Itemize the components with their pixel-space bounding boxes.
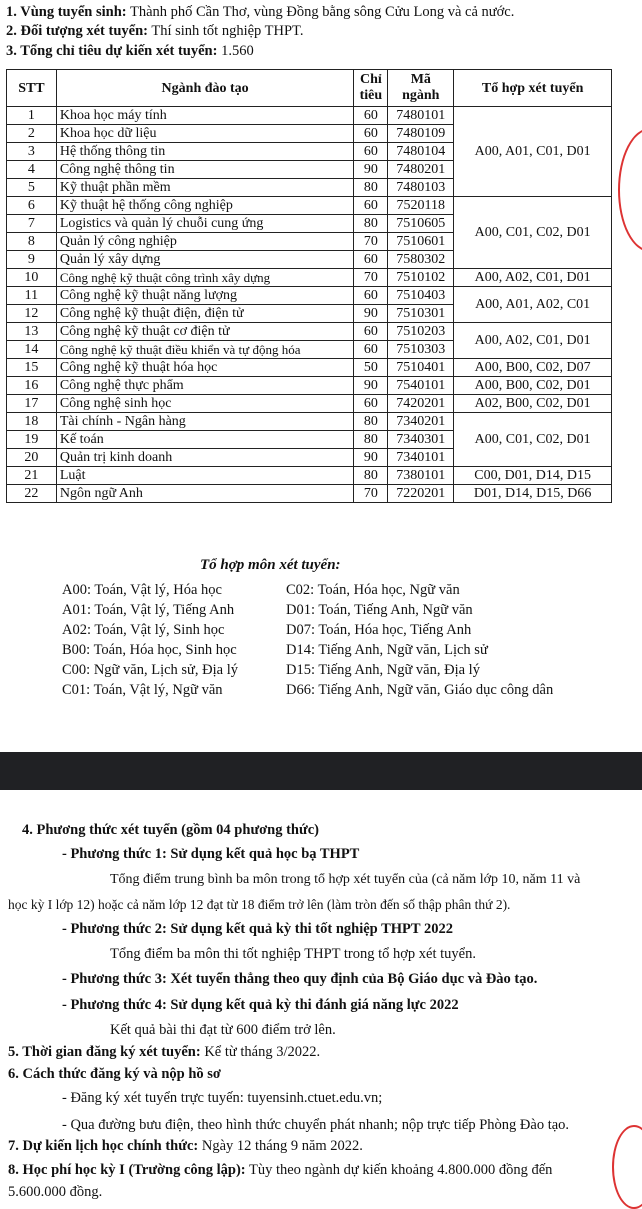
row-program-name: Kỹ thuật hệ thống công nghiệp (56, 197, 354, 215)
table-row (7, 107, 612, 125)
table-row (7, 323, 612, 341)
row-code: 7510605 (388, 215, 454, 233)
section-6-post: - Qua đường bưu điện, theo hình thức chuyển phát nhanh; nộp trực tiếp Phòng Đào tạo. (62, 1117, 570, 1133)
row-quota: 90 (354, 377, 388, 395)
row-combination: A00, A01, A02, C01 (454, 287, 612, 323)
row-stt: 21 (7, 467, 57, 485)
row-quota: 90 (354, 449, 388, 467)
row-stt: 15 (7, 359, 57, 377)
row-code: 7510601 (388, 233, 454, 251)
row-quota: 60 (354, 251, 388, 269)
row-stt: 13 (7, 323, 57, 341)
row-code: 7340101 (388, 449, 454, 467)
row-stt: 20 (7, 449, 57, 467)
row-combination: A00, B00, C02, D01 (454, 377, 612, 395)
row-program-name: Công nghệ kỹ thuật công trình xây dựng (56, 269, 354, 287)
quota-line (6, 43, 254, 60)
row-stt: 3 (7, 143, 57, 161)
legend-item: A02: Toán, Vật lý, Sinh học (62, 622, 225, 638)
row-code: 7380101 (388, 467, 454, 485)
row-stt: 16 (7, 377, 57, 395)
row-code: 7510303 (388, 341, 454, 359)
region-label: 1. Vùng tuyển sinh: (6, 4, 127, 20)
section-7-text: Ngày 12 tháng 9 năm 2022. (198, 1138, 363, 1154)
row-combination: C00, D01, D14, D15 (454, 467, 612, 485)
section-8-line-2: 5.600.000 đồng. (8, 1184, 103, 1200)
section-8-text: Tùy theo ngành dự kiến khoảng 4.800.000 đồng đến (245, 1162, 553, 1178)
section-7-label: 7. Dự kiến lịch học chính thức: (8, 1138, 199, 1154)
row-quota: 60 (354, 323, 388, 341)
legend-item: B00: Toán, Hóa học, Sinh học (62, 642, 237, 658)
row-code: 7480109 (388, 125, 454, 143)
table-row (7, 287, 612, 305)
row-program-name: Luật (56, 467, 354, 485)
legend-left-column (62, 580, 238, 700)
row-quota: 60 (354, 395, 388, 413)
row-code: 7480101 (388, 107, 454, 125)
row-combination: A00, C01, C02, D01 (454, 413, 612, 467)
row-quota: 60 (354, 143, 388, 161)
row-quota: 70 (354, 233, 388, 251)
legend-item: C00: Ngữ văn, Lịch sử, Địa lý (62, 662, 239, 678)
target-line (6, 23, 303, 40)
row-program-name: Công nghệ thực phẩm (56, 377, 354, 395)
row-code: 7220201 (388, 485, 454, 503)
row-program-name: Công nghệ kỹ thuật năng lượng (56, 287, 354, 305)
row-quota: 60 (354, 107, 388, 125)
row-stt: 9 (7, 251, 57, 269)
section-6-online: - Đăng ký xét tuyển trực tuyến: tuyensinh.ctuet.edu.vn; (62, 1090, 383, 1106)
row-stt: 2 (7, 125, 57, 143)
row-stt: 1 (7, 107, 57, 125)
legend-title: Tổ hợp môn xét tuyển: (200, 557, 341, 573)
row-quota: 60 (354, 287, 388, 305)
section-8-line (8, 1162, 552, 1179)
row-program-name: Khoa học máy tính (56, 107, 354, 125)
section-4-heading: 4. Phương thức xét tuyển (gồm 04 phương thức) (22, 822, 319, 838)
row-program-name: Công nghệ sinh học (56, 395, 354, 413)
header-code: Mã ngành (388, 70, 454, 107)
legend-item: D07: Toán, Hóa học, Tiếng Anh (286, 622, 472, 638)
row-stt: 8 (7, 233, 57, 251)
table-row (7, 377, 612, 395)
row-quota: 50 (354, 359, 388, 377)
legend-item: D14: Tiếng Anh, Ngữ văn, Lịch sử (286, 642, 488, 658)
row-program-name: Ngôn ngữ Anh (56, 485, 354, 503)
row-combination: A00, A02, C01, D01 (454, 323, 612, 359)
legend-item: D66: Tiếng Anh, Ngữ văn, Giáo dục công dân (286, 682, 554, 698)
row-program-name: Quản lý công nghiệp (56, 233, 354, 251)
section-8-label: 8. Học phí học kỳ I (Trường công lập): (8, 1162, 246, 1178)
row-program-name: Quản trị kinh doanh (56, 449, 354, 467)
target-label: 2. Đối tượng xét tuyển: (6, 23, 148, 39)
row-stt: 17 (7, 395, 57, 413)
table-row (7, 395, 612, 413)
row-stt: 22 (7, 485, 57, 503)
header-quota: Chỉ tiêu (354, 70, 388, 107)
header-program: Ngành đào tạo (56, 70, 354, 107)
row-program-name: Công nghệ kỹ thuật cơ điện tử (56, 323, 354, 341)
row-code: 7480103 (388, 179, 454, 197)
header-combination: Tổ hợp xét tuyển (454, 70, 612, 107)
table-row (7, 197, 612, 215)
row-quota: 80 (354, 179, 388, 197)
section-5-line (8, 1044, 320, 1061)
row-program-name: Logistics và quản lý chuỗi cung ứng (56, 215, 354, 233)
row-code: 7510203 (388, 323, 454, 341)
target-text: Thí sinh tốt nghiệp THPT. (147, 23, 304, 39)
region-text: Thành phố Cần Thơ, vùng Đồng bằng sông Cửu Long và cả nước. (126, 4, 515, 20)
row-program-name: Kế toán (56, 431, 354, 449)
row-program-name: Công nghệ kỹ thuật điện, điện tử (56, 305, 354, 323)
row-quota: 60 (354, 197, 388, 215)
method-1-heading: - Phương thức 1: Sử dụng kết quả học bạ THPT (62, 846, 360, 862)
table-row (7, 485, 612, 503)
red-seal-stamp (618, 128, 642, 252)
row-quota: 90 (354, 161, 388, 179)
region-line (6, 4, 514, 21)
row-stt: 11 (7, 287, 57, 305)
method-1-detail-1: Tổng điểm trung bình ba môn trong tổ hợp xét tuyển của (cả năm lớp 10, năm 11 và (110, 872, 581, 887)
row-quota: 80 (354, 431, 388, 449)
row-code: 7510401 (388, 359, 454, 377)
row-code: 7510403 (388, 287, 454, 305)
method-4-heading: - Phương thức 4: Sử dụng kết quả kỳ thi đánh giá năng lực 2022 (62, 997, 459, 1013)
programs-table (6, 69, 612, 503)
method-2-heading: - Phương thức 2: Sử dụng kết quả kỳ thi tốt nghiệp THPT 2022 (62, 921, 453, 937)
table-row (7, 413, 612, 431)
row-code: 7480201 (388, 161, 454, 179)
row-code: 7510102 (388, 269, 454, 287)
method-1-detail-2: học kỳ I lớp 12) hoặc cả năm lớp 12 đạt từ 18 điểm trở lên (làm tròn đến số thập phân thứ 2). (8, 897, 511, 912)
row-stt: 10 (7, 269, 57, 287)
legend-right-column (286, 580, 553, 700)
page-two (0, 790, 642, 1203)
row-combination: A00, C01, C02, D01 (454, 197, 612, 269)
row-quota: 80 (354, 413, 388, 431)
row-program-name: Kỹ thuật phần mềm (56, 179, 354, 197)
row-quota: 80 (354, 467, 388, 485)
legend-item: C01: Toán, Vật lý, Ngữ văn (62, 682, 223, 698)
table-row (7, 467, 612, 485)
row-quota: 60 (354, 125, 388, 143)
row-stt: 14 (7, 341, 57, 359)
row-code: 7340301 (388, 431, 454, 449)
row-combination: A00, A01, C01, D01 (454, 107, 612, 197)
row-code: 7510301 (388, 305, 454, 323)
row-program-name: Tài chính - Ngân hàng (56, 413, 354, 431)
row-code: 7540101 (388, 377, 454, 395)
row-combination: A02, B00, C02, D01 (454, 395, 612, 413)
row-stt: 7 (7, 215, 57, 233)
table-header-row (7, 70, 612, 107)
row-stt: 18 (7, 413, 57, 431)
row-stt: 6 (7, 197, 57, 215)
quota-label: 3. Tổng chỉ tiêu dự kiến xét tuyển: (6, 43, 218, 59)
row-quota: 60 (354, 341, 388, 359)
row-code: 7420201 (388, 395, 454, 413)
row-combination: A00, B00, C02, D07 (454, 359, 612, 377)
legend-item: D15: Tiếng Anh, Ngữ văn, Địa lý (286, 662, 480, 678)
row-code: 7580302 (388, 251, 454, 269)
section-5-label: 5. Thời gian đăng ký xét tuyển: (8, 1044, 201, 1060)
method-2-detail: Tổng điểm ba môn thi tốt nghiệp THPT trong tổ hợp xét tuyển. (110, 946, 476, 962)
row-program-name: Công nghệ kỹ thuật hóa học (56, 359, 354, 377)
row-code: 7480104 (388, 143, 454, 161)
quota-text: 1.560 (217, 43, 254, 59)
section-6-heading: 6. Cách thức đăng ký và nộp hồ sơ (8, 1066, 221, 1082)
page-divider (0, 752, 642, 790)
row-stt: 12 (7, 305, 57, 323)
row-stt: 4 (7, 161, 57, 179)
row-stt: 5 (7, 179, 57, 197)
row-combination: D01, D14, D15, D66 (454, 485, 612, 503)
table-row (7, 359, 612, 377)
row-program-name: Hệ thống thông tin (56, 143, 354, 161)
method-3-heading: - Phương thức 3: Xét tuyển thẳng theo quy định của Bộ Giáo dục và Đào tạo. (62, 971, 538, 987)
row-stt: 19 (7, 431, 57, 449)
table-body (7, 107, 612, 503)
header-stt: STT (7, 70, 57, 107)
row-code: 7520118 (388, 197, 454, 215)
legend-item: A01: Toán, Vật lý, Tiếng Anh (62, 602, 235, 618)
row-code: 7340201 (388, 413, 454, 431)
row-quota: 70 (354, 269, 388, 287)
legend-item: A00: Toán, Vật lý, Hóa học (62, 582, 222, 598)
row-program-name: Công nghệ thông tin (56, 161, 354, 179)
legend-item: C02: Toán, Hóa học, Ngữ văn (286, 582, 460, 598)
legend-item: D01: Toán, Tiếng Anh, Ngữ văn (286, 602, 473, 618)
row-program-name: Khoa học dữ liệu (56, 125, 354, 143)
section-7-line (8, 1138, 363, 1155)
row-quota: 90 (354, 305, 388, 323)
table-row (7, 269, 612, 287)
method-4-detail: Kết quả bài thi đạt từ 600 điểm trở lên. (110, 1022, 336, 1038)
row-quota: 70 (354, 485, 388, 503)
row-program-name: Công nghệ kỹ thuật điều khiển và tự động hóa (56, 341, 354, 359)
row-quota: 80 (354, 215, 388, 233)
section-5-text: Kể từ tháng 3/2022. (200, 1044, 321, 1060)
row-program-name: Quản lý xây dựng (56, 251, 354, 269)
row-combination: A00, A02, C01, D01 (454, 269, 612, 287)
